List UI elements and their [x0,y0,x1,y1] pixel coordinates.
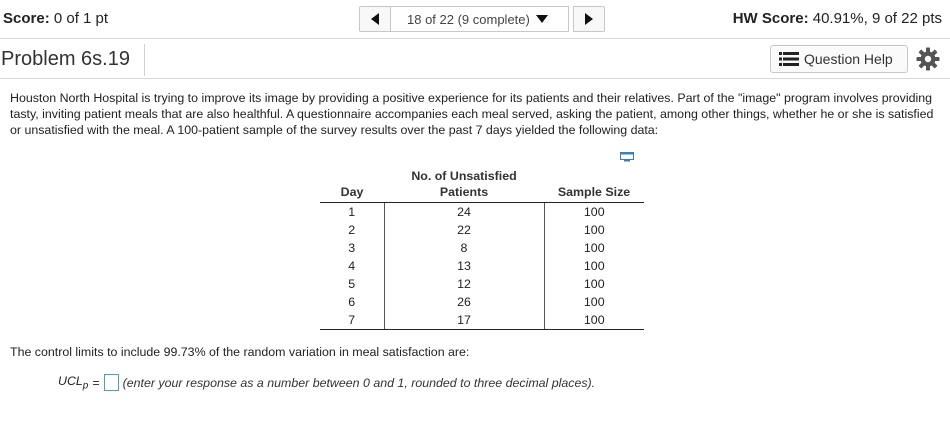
ucl-answer-input[interactable] [104,374,119,391]
ucl-label-subscript: p [82,380,89,392]
triangle-left-icon [371,13,379,25]
unsatisfied-cell: 12 [384,275,544,293]
unsatisfied-cell: 22 [384,221,544,239]
equals-sign: = [92,375,100,390]
header-unsatisfied-line1: No. of Unsatisfied [411,169,517,183]
list-icon [779,52,799,66]
score-display [3,10,108,27]
sample-size-cell: 100 [544,311,644,330]
sample-size-cell: 100 [583,259,605,273]
day-cell: 7 [320,311,384,330]
question-navigator [359,6,605,32]
table-row [320,257,644,275]
header-unsatisfied [384,168,544,203]
table-row [320,203,644,222]
question-help-label: Question Help [804,51,893,67]
ucl-label-main: UCL [58,374,83,388]
question-help-button[interactable] [770,45,908,73]
day-cell: 6 [320,293,384,311]
previous-question-button[interactable] [359,6,391,32]
control-limits-text: The control limits to include 99.73% of the random variation in meal satisfaction are: [10,345,470,359]
caret-down-icon [536,15,548,23]
unsatisfied-cell: 17 [384,311,544,330]
score-value: 0 of 1 pt [53,10,109,27]
answer-format-hint: (enter your response as a number between 0 and 1, rounded to three decimal places). [122,375,596,390]
table-header-row [320,168,644,203]
unsatisfied-cell: 24 [384,203,544,222]
ucl-answer-row [58,374,595,391]
table-row [320,275,644,293]
day-cell: 5 [320,275,384,293]
gear-icon[interactable] [916,47,940,71]
table-row [320,221,644,239]
sample-size-cell: 100 [583,295,605,309]
data-table [320,168,644,330]
hw-score-value: 40.91%, 9 of 22 pts [812,10,942,27]
table-row [320,311,644,330]
header-sample-size: Sample Size [544,168,644,203]
unsatisfied-cell: 13 [384,257,544,275]
day-cell: 4 [320,257,384,275]
ucl-label [58,374,88,391]
table-row [320,293,644,311]
sample-size-cell: 100 [583,277,605,291]
next-question-button[interactable] [573,6,605,32]
header-unsatisfied-line2: Patients [439,185,489,199]
problem-statement: Houston North Hospital is trying to improve its image by providing a positive experience for its patients and their relatives. Part of the "image" program involves providing tasty, inviting patient meals that are also healthful. A questionnaire accompanies each meal served, asking the patient, among other things, whether he or she is satisfied or unsatisfied with the meal. A 100-patient sample of the survey results over the past 7 days yielded the following data: [10,91,934,137]
hw-score-display [733,10,942,27]
sample-size-cell: 100 [583,223,605,237]
triangle-right-icon [585,13,593,25]
header-day: Day [320,168,384,203]
header-divider [0,78,950,79]
table-row [320,239,644,257]
question-select-label: 18 of 22 (9 complete) [407,11,530,27]
score-label: Score: [3,10,50,27]
hw-score-label: HW Score: [732,10,809,27]
day-cell: 1 [320,203,384,222]
problem-title: Problem 6s.19 [0,44,145,76]
sample-size-cell: 100 [583,241,605,255]
day-cell: 3 [320,239,384,257]
top-bar [0,0,950,38]
question-select-dropdown[interactable] [391,6,569,32]
unsatisfied-cell: 26 [384,293,544,311]
unsatisfied-cell: 8 [384,239,544,257]
top-divider [0,38,950,39]
expand-table-icon[interactable] [620,152,634,162]
day-cell: 2 [320,221,384,239]
sample-size-cell: 100 [583,205,605,219]
